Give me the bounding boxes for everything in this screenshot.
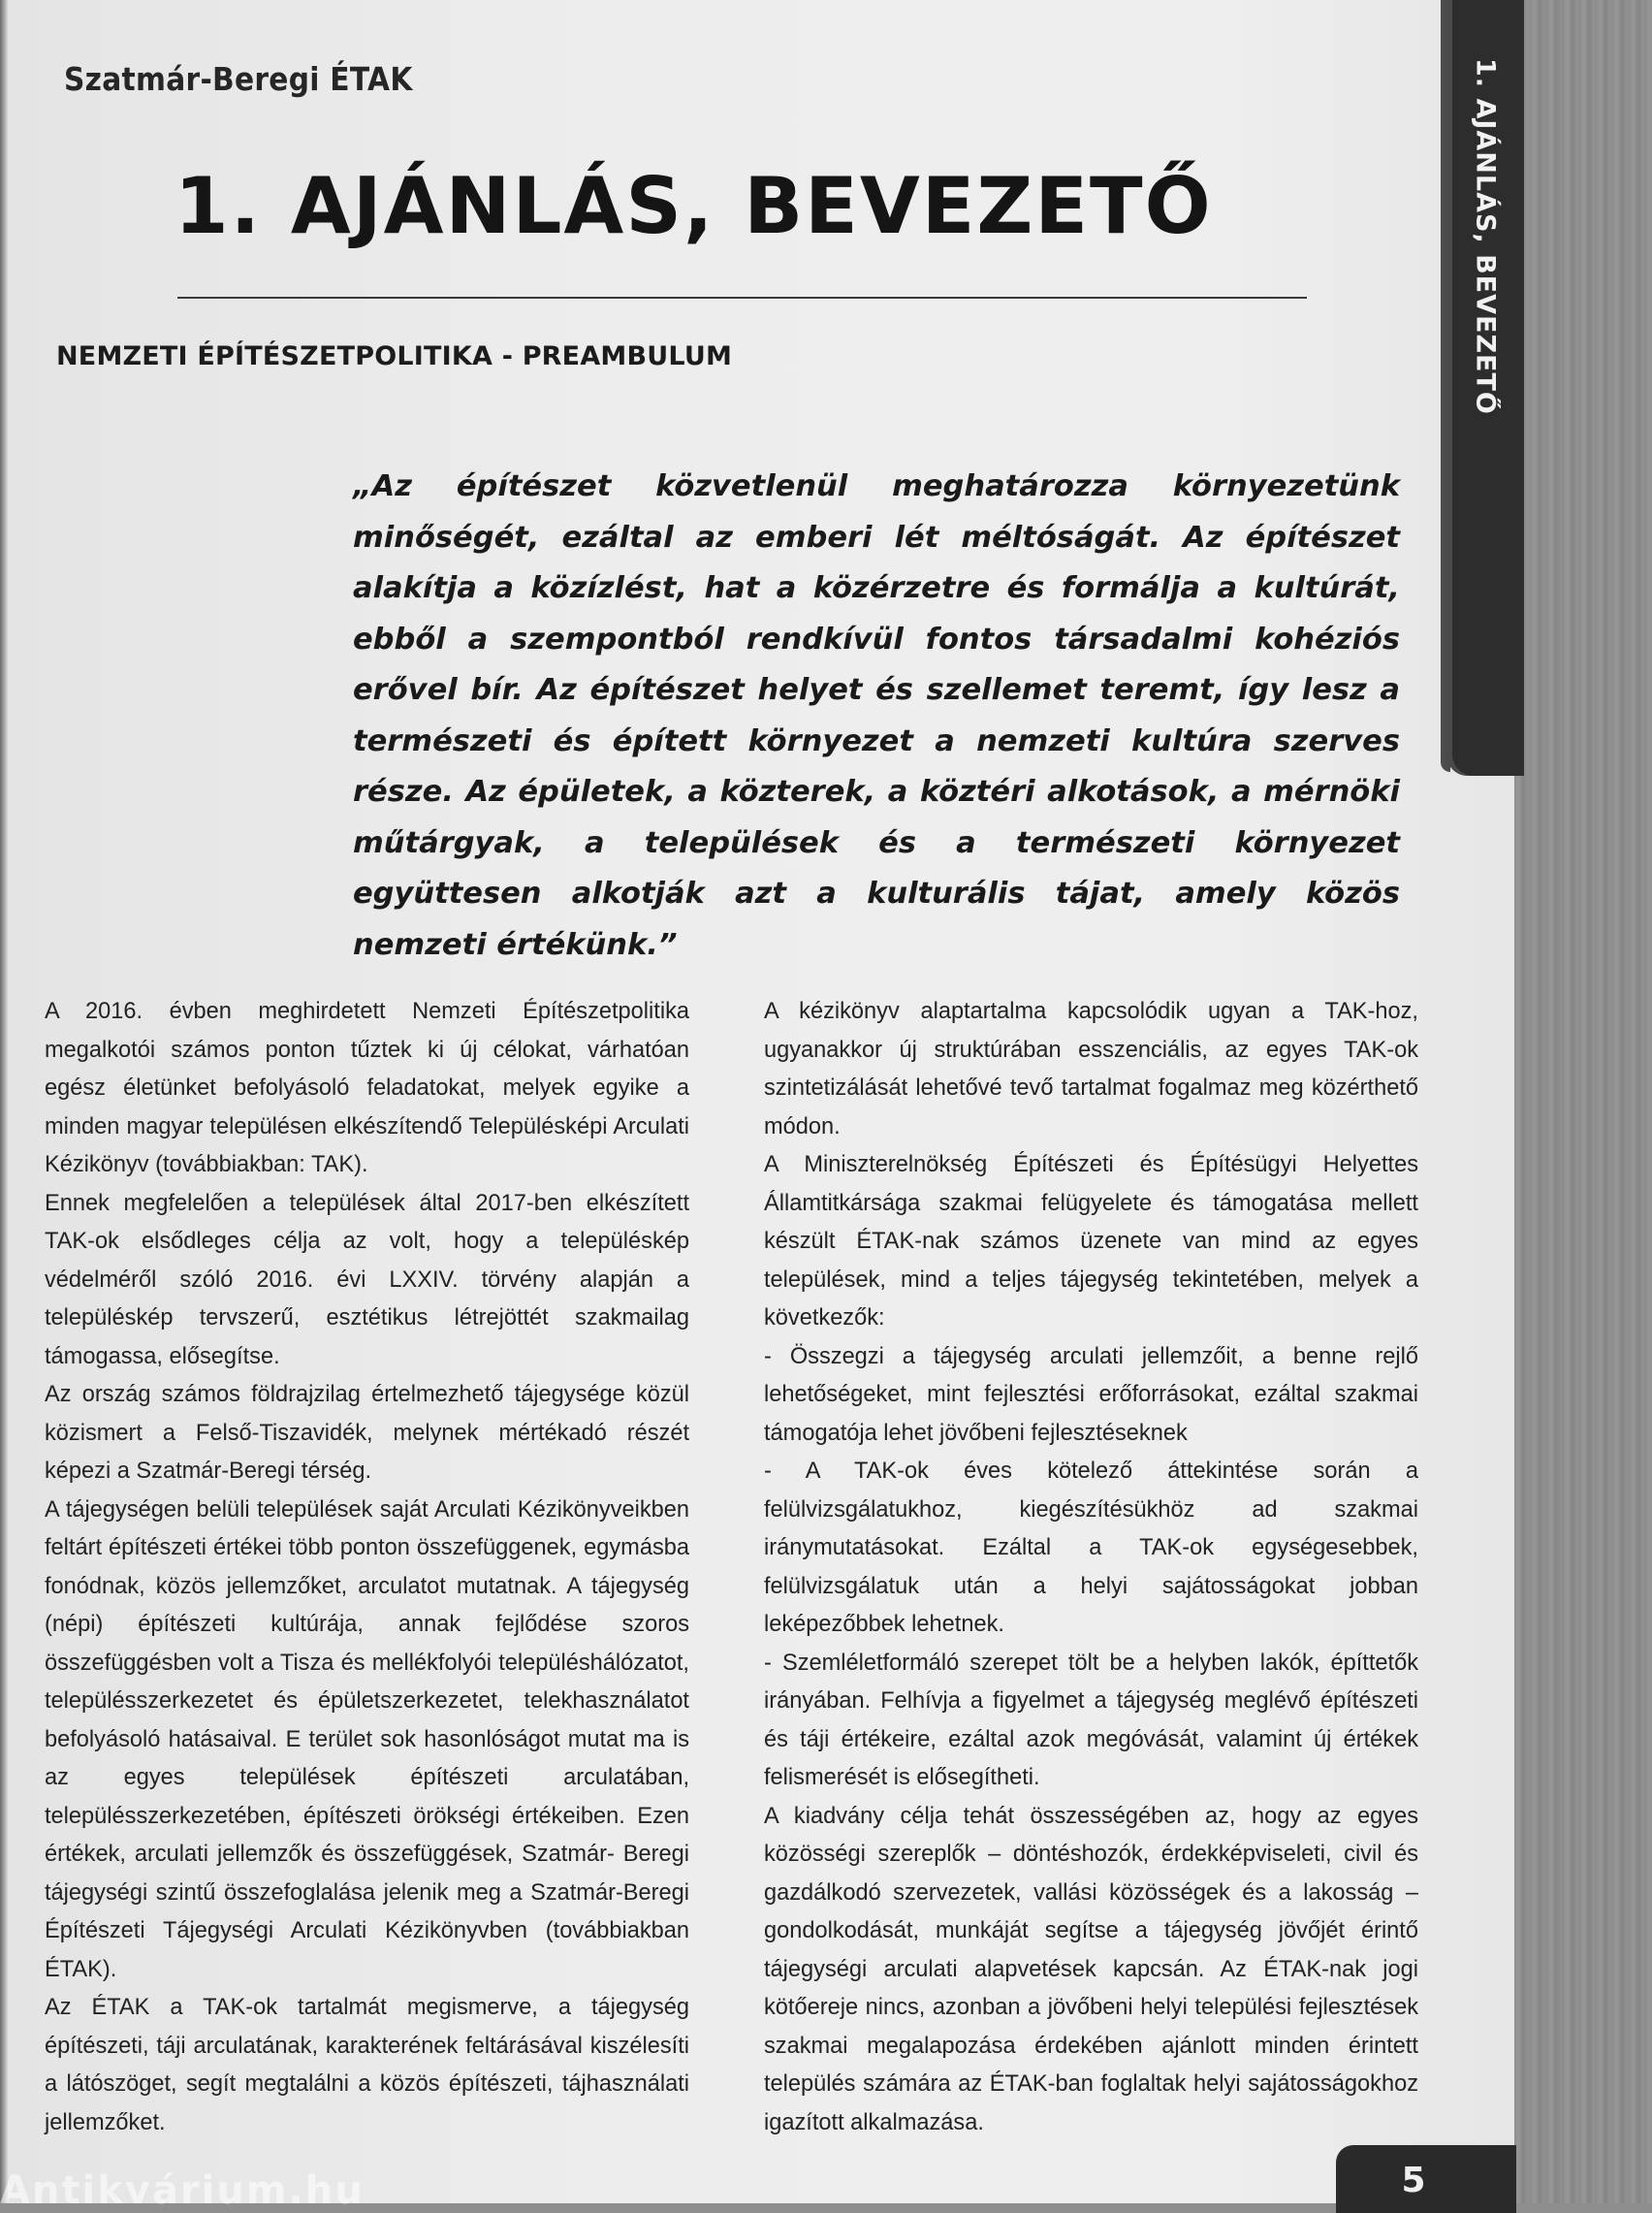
side-tab-label: 1. AJÁNLÁS, BEVEZETŐ [1470, 58, 1501, 415]
body-list-item: - Szemléletformáló szerepet tölt be a helyben lakók, építtetők irányában. Felhívja a figyelmet a tájegység meglévő építészeti és táji értékeire, ezáltal azok megóvását, valamint új értékek felismerését is elősegítheti. [764, 1650, 1418, 1790]
body-paragraph: A Miniszterelnökség Építészeti és Építésügyi Helyettes Államtitkársága szakmai felügyelete és támogatása mellett készült ÉTAK-nak számos üzenete van mind az egyes települések, mind a teljes tájegység tekintetében, melyek a következők: [764, 1152, 1418, 1331]
body-paragraph: Az ÉTAK a TAK-ok tartalmát megismerve, a tájegység építészeti, táji arculatának, karakterének feltárásával kiszélesíti a látószöget, segít megtalálni a közös építészeti, tájhasználati jellemzőket. [45, 1995, 689, 2135]
body-list-item: - A TAK-ok éves kötelező áttekintése során a felülvizsgálatukhoz, kiegészítésükhöz ad szakmai iránymutatásokat. Ezáltal a TAK-ok egységesebbek, felülvizsgálatuk után a helyi sajátosságokat jobban leképezőbbek lehetnek. [764, 1459, 1418, 1637]
body-paragraph: Az ország számos földrajzilag értelmezhető tájegysége közül közismert a Felső-Tiszavidék, melynek mértékadó részét képezi a Szatmár-Beregi térség. [45, 1382, 689, 1484]
body-paragraph: A kézikönyv alaptartalma kapcsolódik ugyan a TAK-hoz, ugyanakkor új struktúrában esszenciális, az egyes TAK-ok szintetizálását lehetővé tevő tartalmat fogalmaz meg közérthető módon. [764, 999, 1418, 1139]
title-divider [177, 297, 1307, 299]
body-paragraph: A 2016. évben meghirdetett Nemzeti Építészetpolitika megalkotói számos ponton tűztek ki új célokat, várhatóan egész életünket befolyásoló feladatokat, melyek egyike a minden magyar településen elkészítendő Településképi Arculati Kézikönyv (továbbiakban: TAK). [45, 999, 689, 1177]
body-paragraph: Ennek megfelelően a települések által 2017-ben elkészített TAK-ok elsődleges célja az volt, hogy a településkép védelméről szóló 2016. évi LXXIV. törvény alapján a településkép tervszerű, esztétikus létrejöttét szakmailag támogassa, elősegítse. [45, 1190, 689, 1369]
body-paragraph: A kiadvány célja tehát összességében az, hogy az egyes közösségi szereplők – döntéshozók, érdekképviseleti, civil és gazdálkodó szervezetek, vallási közösségek és a lakosság – gondolkodását, munkáját segítse a tájegység jövőjét érintő tájegységi arculati alapvetések kapcsán. Az ÉTAK-nak jogi kötőereje nincs, azonban a jövőbeni helyi települési fejlesztések szakmai megalapozása érdekében ajánlott minden érintett település számára az ÉTAK-ban foglaltak helyi sajátosságokhoz igazított alkalmazása. [764, 1803, 1418, 2135]
page-edge-shadow [0, 0, 8, 2203]
body-paragraph: A tájegységen belüli települések saját Arculati Kézikönyveikben feltárt építészeti értékei több ponton összefüggenek, egymásba fonódnak, közös jellemzőket, arculatot mutatnak. A tájegység (népi) építészeti kultúrája, annak fejlődése szoros összefüggésben volt a Tisza és mellékfolyói településhálózatot, településszerkezetet és épületszerkezetet, telekhasználatot befolyásoló hatásaival. E terület sok hasonlóságot mutat ma is az egyes települések építészeti arculatában, településszerkezetében, építészeti örökségi értékeiben. Ezen értékek, arculati jellemzők és összefüggések, Szatmár- Beregi tájegységi szintű összefoglalása jelenik meg a Szatmár-Beregi Építészeti Tájegységi Arculati Kézikönyvben (továbbiakban ÉTAK). [45, 1496, 689, 1982]
section-heading: NEMZETI ÉPÍTÉSZETPOLITIKA - PREAMBULUM [56, 341, 733, 371]
body-column-right [764, 993, 1418, 2142]
publication-header: Szatmár-Beregi ÉTAK [64, 60, 413, 98]
page-number: 5 [1401, 2161, 1426, 2200]
watermark: Antikvárium.hu [0, 2168, 365, 2213]
body-list-item: - Összegzi a tájegység arculati jellemzőit, a benne rejlő lehetőségeket, mint fejlesztési erőforrásokat, ezáltal szakmai támogatója lehet jövőbeni fejlesztéseknek [764, 1343, 1418, 1446]
chapter-title: 1. AJÁNLÁS, BEVEZETŐ [175, 161, 1213, 251]
preamble-quote: „Az építészet közvetlenül meghatározza környezetünk minőségét, ezáltal az emberi lét méltóságát. Az építészet alakítja a közízlést, hat a közérzetre és formálja a kultúrát, ebből a szempontból rendkívül fontos társadalmi kohéziós erővel bír. Az építészet helyet és szellemet teremt, így lesz a természeti és épített környezet a nemzeti kultúra szerves része. Az épületek, a közterek, a köztéri alkotások, a mérnöki műtárgyak, a települések és a természeti környezet együttesen alkotják azt a kulturális tájat, amely közös nemzeti értékünk.” [353, 469, 1400, 962]
background-surface [1512, 0, 1652, 2203]
body-column-left [45, 993, 689, 2142]
